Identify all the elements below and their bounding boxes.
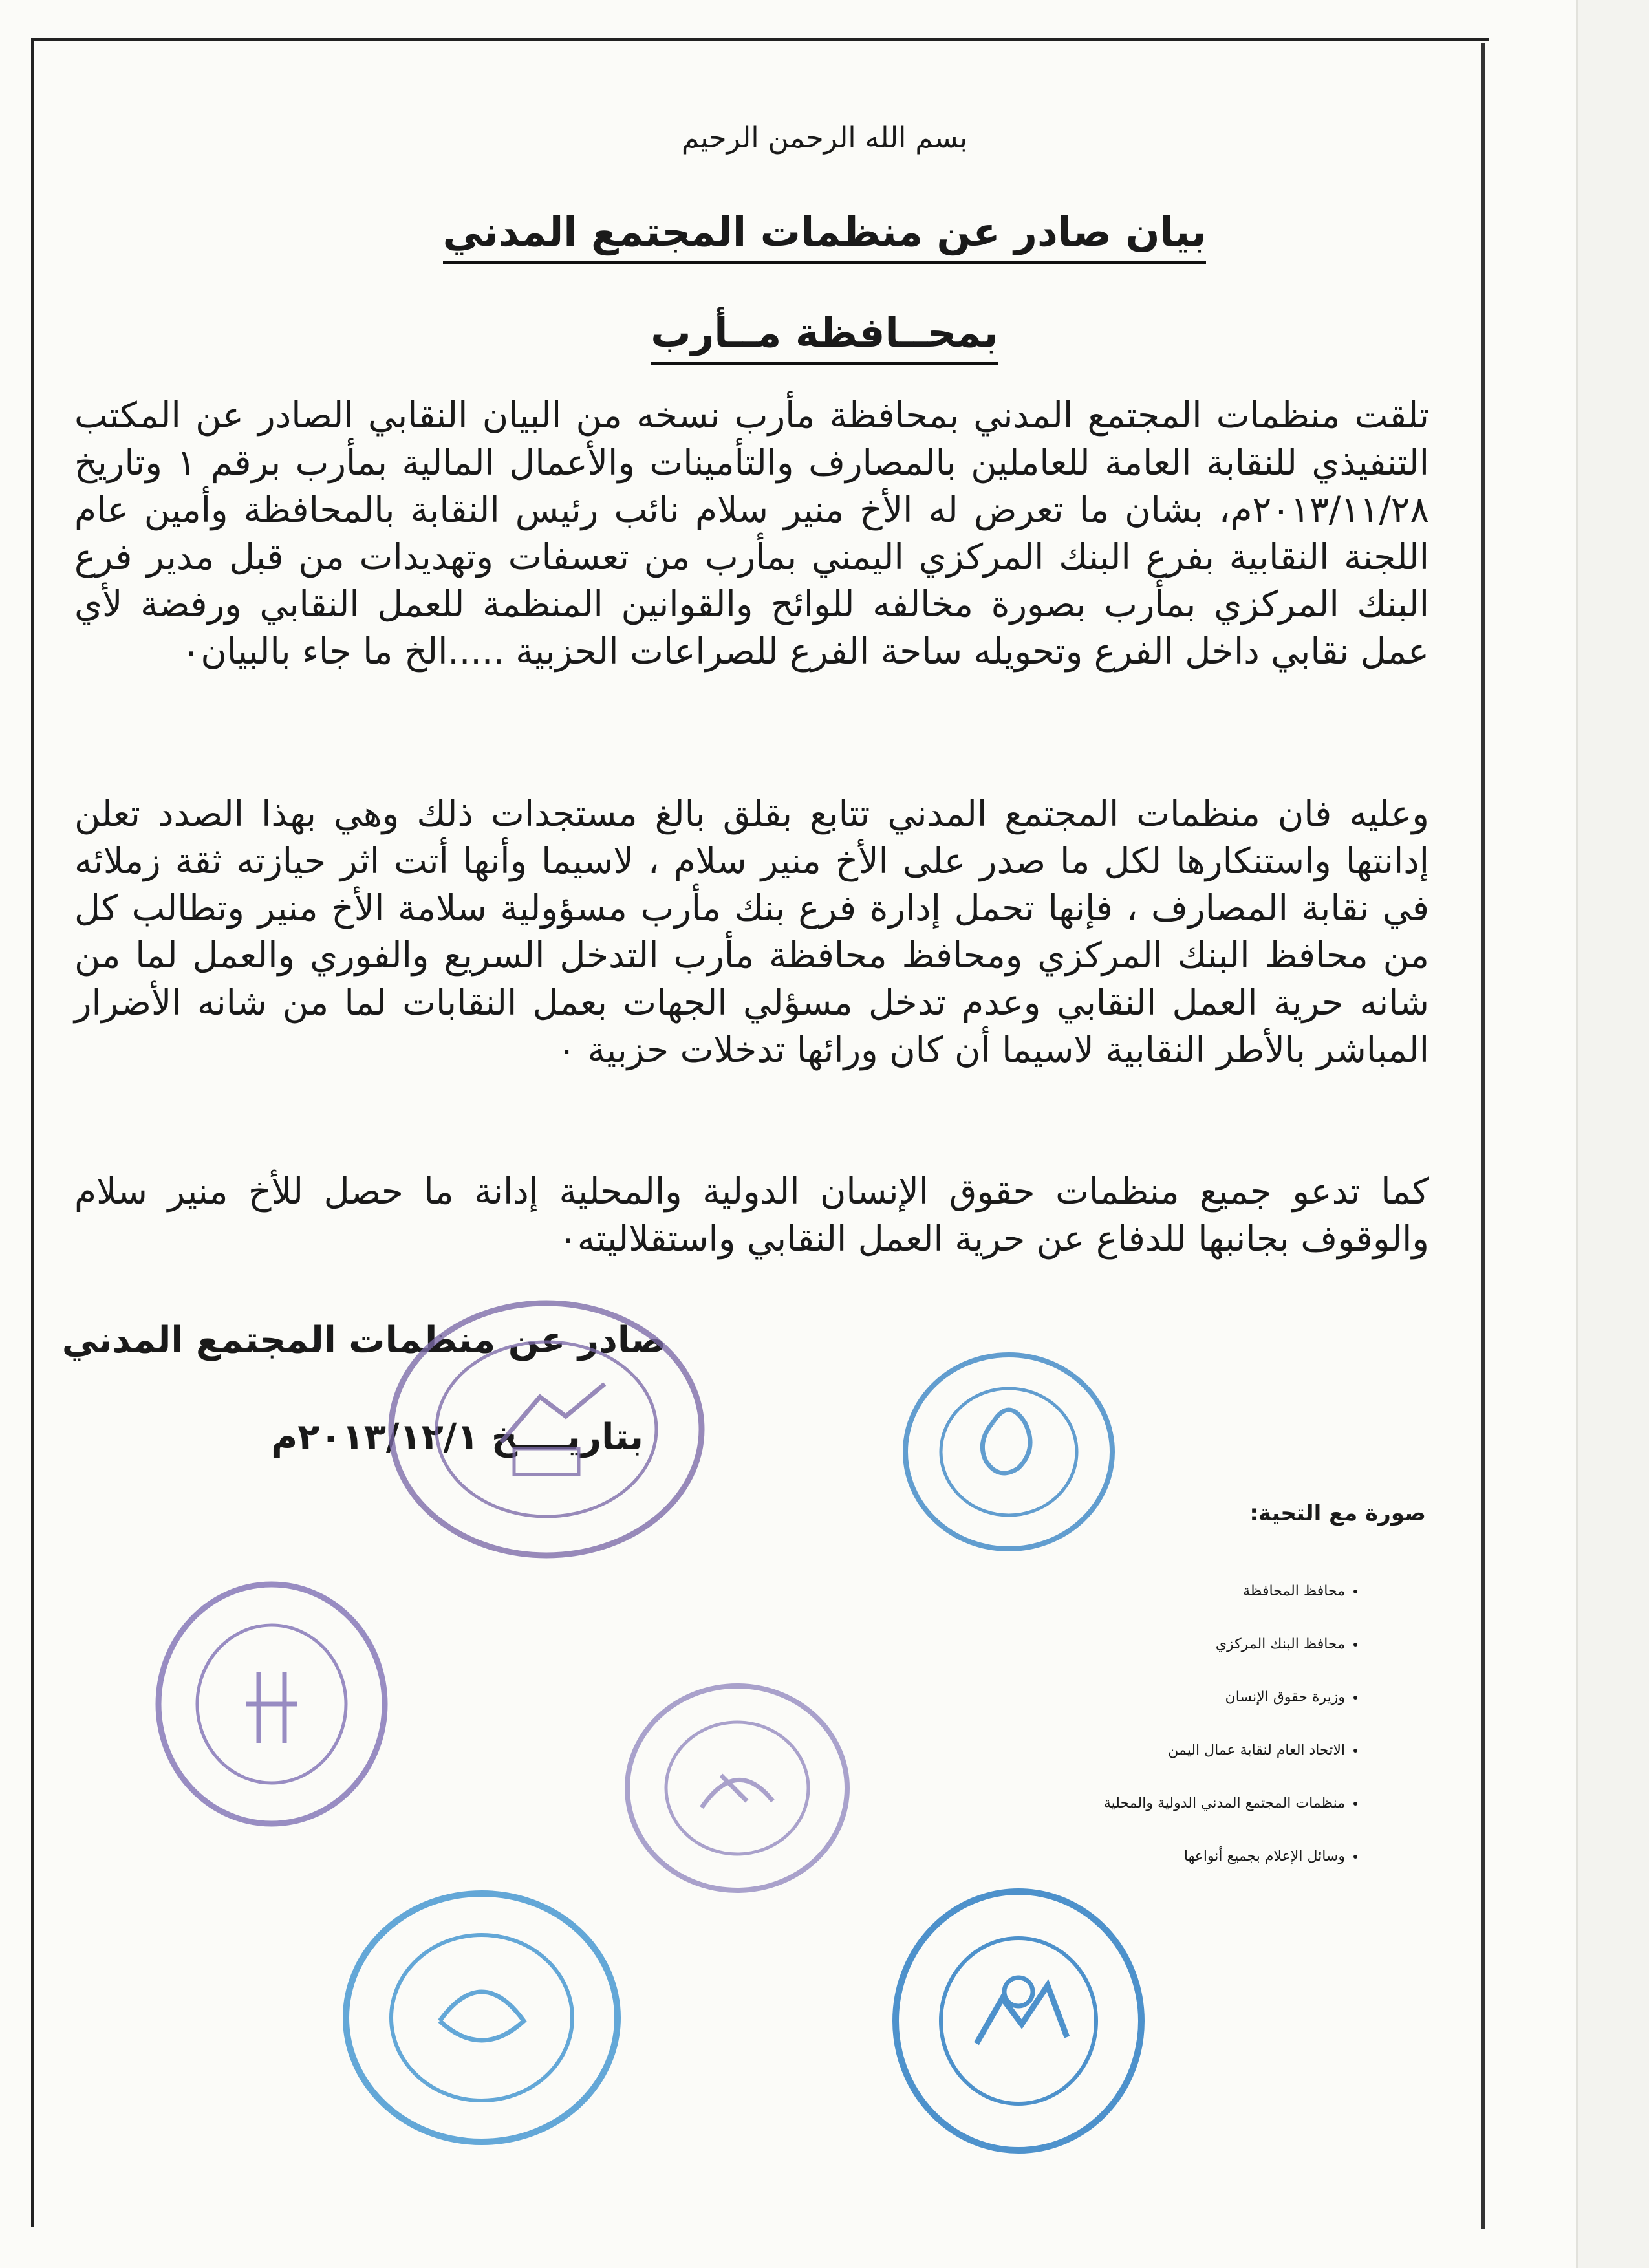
basmala: بسم الله الرحمن الرحيم [681, 122, 968, 155]
cc-label: صورة مع التحية: [1249, 1500, 1426, 1526]
cc-item: • الاتحاد العام لنقابة عمال اليمن [1104, 1724, 1345, 1777]
issue-date: بتاريــــخ ٢٠١٣/١٢/١م [271, 1416, 643, 1458]
seal-stamp-blue-bottom-left [336, 1885, 627, 2150]
page-border [31, 38, 1489, 2227]
cc-item: • وسائل الإعلام بجميع أنواعها [1104, 1830, 1345, 1883]
page-border-right [1481, 43, 1485, 2229]
document-title-text: بيان صادر عن منظمات المجتمع المدني [443, 208, 1207, 264]
document-subtitle-text: بمحــافظة مــأرب [651, 309, 998, 365]
cc-item: • وزيرة حقوق الإنسان [1104, 1671, 1345, 1724]
paragraph-2: وعليه فان منظمات المجتمع المدني تتابع بقلق بالغ مستجدات ذلك وهي بهذا الصدد تعلن إدانتها واستنكارها لكل ما صدر على الأخ منير سلام ، لاسيما وأنها أتت اثر حيازته ثقة زملائه في نقابة المصارف ، فإنها تحمل إدارة فرع بنك مأرب مسؤولية سلامة الأخ منير وتطالب كل من محافظ البنك المركزي ومحافظ محافظة مأرب التدخل السريع والفوري والعمل لما من شانه حرية العمل النقابي وعدم تدخل مسؤلي الجهات بعمل النقابات لما من شانه الأضرار المباشر بالأطر النقابية لاسيما أن كان ورائها تدخلات حزبية ٠ [74, 793, 1429, 1070]
seal-stamp-purple-top [378, 1293, 715, 1565]
seal-stamp-purple-center [618, 1678, 857, 1898]
seal-stamp-blue-bottom-right [886, 1882, 1151, 2160]
issuer-signature: صادر عن منظمات المجتمع المدني [61, 1319, 666, 1361]
seal-stamp-blue-top-right [896, 1345, 1122, 1559]
cc-item: • محافظ البنك المركزي [1104, 1618, 1345, 1671]
cc-item: • منظمات المجتمع المدني الدولية والمحلية [1104, 1777, 1345, 1830]
paragraph-1: تلقت منظمات المجتمع المدني بمحافظة مأرب نسخه من البيان النقابي الصادر عن المكتب التنفيذي للنقابة العامة للعاملين بالمصارف والتأمينات والأعمال المالية بمأرب برقم ١ وتاريخ ٢٠١٣/١١/٢٨م، بشان ما تعرض له الأخ منير سلام نائب رئيس النقابة بالمحافظة وأمين عام اللجنة النقابية بفرع البنك المركزي اليمني بمأرب من تعسفات وتهديدات من قبل مدير فرع البنك المركزي بمأرب بصورة مخالفه للوائح والقوانين المنظمة للعمل النقابي ورفضة لأي عمل نقابي داخل الفرع وتحويله ساحة الفرع للصراعات الحزبية .....الخ ما جاء بالبيان٠ [74, 394, 1429, 672]
seal-stamp-purple-left [149, 1575, 394, 1833]
cc-list [1104, 1565, 1377, 1883]
paragraph-3: كما تدعو جميع منظمات حقوق الإنسان الدولية والمحلية إدانة ما حصل للأخ منير سلام والوقوف بجانبها للدفاع عن حرية العمل النقابي واستقلاليته٠ [74, 1171, 1429, 1259]
document-subtitle [0, 309, 1649, 356]
cc-item: • محافظ المحافظة [1104, 1565, 1345, 1618]
document-title [0, 208, 1649, 255]
